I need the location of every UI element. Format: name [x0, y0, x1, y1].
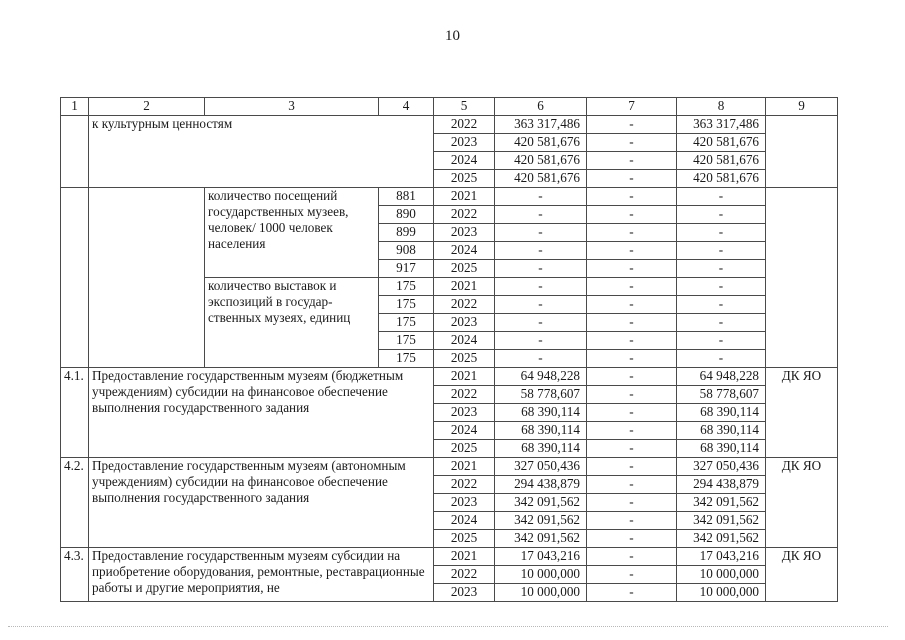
amount-cell: - [495, 350, 587, 368]
amount-cell: - [587, 476, 677, 494]
indicator-name: количество выставок и экспозиций в государ-ственных музеях, единиц [205, 278, 379, 368]
indicator-value: 175 [379, 314, 434, 332]
amount-cell: - [587, 530, 677, 548]
amount-cell: - [587, 206, 677, 224]
year-cell: 2024 [434, 512, 495, 530]
measure-text: Предоставление государственным музеям (бюджетным учреждениям) субсидии на финансовое обеспечение выполнения государственного задания [89, 368, 434, 458]
amount-cell: 342 091,562 [495, 494, 587, 512]
amount-cell: - [587, 314, 677, 332]
amount-cell: 363 317,486 [677, 116, 766, 134]
row-number-cell: 4.2. [61, 458, 89, 548]
amount-cell: - [495, 314, 587, 332]
amount-cell: - [587, 170, 677, 188]
amount-cell: - [677, 224, 766, 242]
amount-cell: - [587, 512, 677, 530]
measure-text: Предоставление государственным музеям субсидии на приобретение оборудования, ремонтные, реставрационные работы и другие мероприятия, не [89, 548, 434, 602]
amount-cell: - [587, 404, 677, 422]
year-cell: 2022 [434, 476, 495, 494]
column-number: 1 [61, 98, 89, 116]
amount-cell: - [587, 242, 677, 260]
year-cell: 2023 [434, 314, 495, 332]
table-row [61, 368, 838, 386]
amount-cell: - [495, 188, 587, 206]
amount-cell: - [587, 386, 677, 404]
amount-cell: 68 390,114 [495, 440, 587, 458]
amount-cell: 10 000,000 [677, 566, 766, 584]
indicator-value: 890 [379, 206, 434, 224]
amount-cell: 64 948,228 [495, 368, 587, 386]
year-cell: 2022 [434, 206, 495, 224]
amount-cell: - [587, 422, 677, 440]
column-number: 8 [677, 98, 766, 116]
amount-cell: 420 581,676 [677, 152, 766, 170]
amount-cell: - [495, 332, 587, 350]
year-cell: 2022 [434, 116, 495, 134]
amount-cell: 342 091,562 [495, 530, 587, 548]
year-cell: 2023 [434, 494, 495, 512]
amount-cell: 327 050,436 [677, 458, 766, 476]
year-cell: 2025 [434, 440, 495, 458]
amount-cell: 64 948,228 [677, 368, 766, 386]
amount-cell: - [587, 260, 677, 278]
amount-cell: 68 390,114 [677, 440, 766, 458]
year-cell: 2024 [434, 422, 495, 440]
amount-cell: - [587, 494, 677, 512]
year-cell: 2021 [434, 458, 495, 476]
amount-cell: 294 438,879 [495, 476, 587, 494]
amount-cell: - [587, 332, 677, 350]
indicator-value: 881 [379, 188, 434, 206]
amount-cell: - [495, 206, 587, 224]
measure-text: Предоставление государственным музеям (автономным учреждениям) субсидии на финансовое обеспечение выполнения государственного задания [89, 458, 434, 548]
year-cell: 2021 [434, 188, 495, 206]
amount-cell: 420 581,676 [495, 134, 587, 152]
amount-cell: - [677, 278, 766, 296]
amount-cell: 294 438,879 [677, 476, 766, 494]
executor-cell [766, 116, 838, 188]
amount-cell: - [587, 134, 677, 152]
amount-cell: - [587, 350, 677, 368]
year-cell: 2022 [434, 386, 495, 404]
amount-cell: - [495, 260, 587, 278]
amount-cell: - [587, 188, 677, 206]
year-cell: 2024 [434, 332, 495, 350]
amount-cell: - [677, 314, 766, 332]
year-cell: 2023 [434, 584, 495, 602]
year-cell: 2023 [434, 134, 495, 152]
amount-cell: 420 581,676 [495, 170, 587, 188]
amount-cell: 420 581,676 [677, 134, 766, 152]
year-cell: 2021 [434, 548, 495, 566]
amount-cell: - [495, 296, 587, 314]
row-number-cell [61, 116, 89, 188]
row-number-cell: 4.1. [61, 368, 89, 458]
amount-cell: - [587, 278, 677, 296]
table-row [61, 116, 838, 134]
amount-cell: - [495, 224, 587, 242]
amount-cell: - [587, 584, 677, 602]
year-cell: 2022 [434, 296, 495, 314]
amount-cell: - [587, 566, 677, 584]
header-row [61, 98, 838, 116]
amount-cell: 420 581,676 [677, 170, 766, 188]
column-number: 9 [766, 98, 838, 116]
indicator-value: 175 [379, 332, 434, 350]
footer-rule [8, 626, 888, 627]
table-row [61, 458, 838, 476]
amount-cell: - [587, 296, 677, 314]
measure-text: к культурным ценностям [89, 116, 434, 188]
year-cell: 2023 [434, 224, 495, 242]
amount-cell: - [587, 152, 677, 170]
year-cell: 2024 [434, 152, 495, 170]
year-cell: 2021 [434, 368, 495, 386]
column-number: 5 [434, 98, 495, 116]
amount-cell: 363 317,486 [495, 116, 587, 134]
amount-cell: - [587, 368, 677, 386]
amount-cell: 68 390,114 [495, 404, 587, 422]
column-number: 3 [205, 98, 379, 116]
year-cell: 2025 [434, 530, 495, 548]
amount-cell: - [677, 296, 766, 314]
amount-cell: 10 000,000 [495, 584, 587, 602]
measure-text [89, 188, 205, 368]
year-cell: 2025 [434, 260, 495, 278]
amount-cell: 68 390,114 [677, 422, 766, 440]
indicator-value: 917 [379, 260, 434, 278]
row-number-cell [61, 188, 89, 368]
year-cell: 2022 [434, 566, 495, 584]
amount-cell: 420 581,676 [495, 152, 587, 170]
year-cell: 2021 [434, 278, 495, 296]
amount-cell: - [677, 242, 766, 260]
amount-cell: 58 778,607 [677, 386, 766, 404]
table-row [61, 548, 838, 566]
amount-cell: - [587, 458, 677, 476]
indicator-value: 899 [379, 224, 434, 242]
amount-cell: - [587, 548, 677, 566]
column-number: 2 [89, 98, 205, 116]
executor-cell [766, 188, 838, 368]
executor-cell: ДК ЯО [766, 548, 838, 602]
amount-cell: 68 390,114 [677, 404, 766, 422]
amount-cell: 327 050,436 [495, 458, 587, 476]
year-cell: 2024 [434, 242, 495, 260]
amount-cell: - [677, 206, 766, 224]
amount-cell: - [495, 242, 587, 260]
table-row [61, 188, 838, 206]
column-number: 7 [587, 98, 677, 116]
year-cell: 2023 [434, 404, 495, 422]
indicator-value: 175 [379, 278, 434, 296]
indicator-value: 908 [379, 242, 434, 260]
column-number: 6 [495, 98, 587, 116]
year-cell: 2025 [434, 350, 495, 368]
amount-cell: 58 778,607 [495, 386, 587, 404]
amount-cell: - [587, 224, 677, 242]
amount-cell: 68 390,114 [495, 422, 587, 440]
year-cell: 2025 [434, 170, 495, 188]
amount-cell: 17 043,216 [677, 548, 766, 566]
amount-cell: 342 091,562 [495, 512, 587, 530]
page-number: 10 [445, 28, 460, 44]
amount-cell: 10 000,000 [495, 566, 587, 584]
indicator-value: 175 [379, 296, 434, 314]
amount-cell: - [677, 332, 766, 350]
executor-cell: ДК ЯО [766, 368, 838, 458]
amount-cell: - [677, 350, 766, 368]
indicator-value: 175 [379, 350, 434, 368]
amount-cell: 342 091,562 [677, 494, 766, 512]
indicator-name: количество посещений государственных музеев, человек/ 1000 человек населения [205, 188, 379, 278]
amount-cell: 10 000,000 [677, 584, 766, 602]
column-number: 4 [379, 98, 434, 116]
amount-cell: - [677, 260, 766, 278]
amount-cell: - [587, 440, 677, 458]
amount-cell: 342 091,562 [677, 512, 766, 530]
amount-cell: - [495, 278, 587, 296]
executor-cell: ДК ЯО [766, 458, 838, 548]
amount-cell: - [677, 188, 766, 206]
amount-cell: 17 043,216 [495, 548, 587, 566]
amount-cell: - [587, 116, 677, 134]
budget-table [60, 97, 838, 602]
row-number-cell: 4.3. [61, 548, 89, 602]
amount-cell: 342 091,562 [677, 530, 766, 548]
